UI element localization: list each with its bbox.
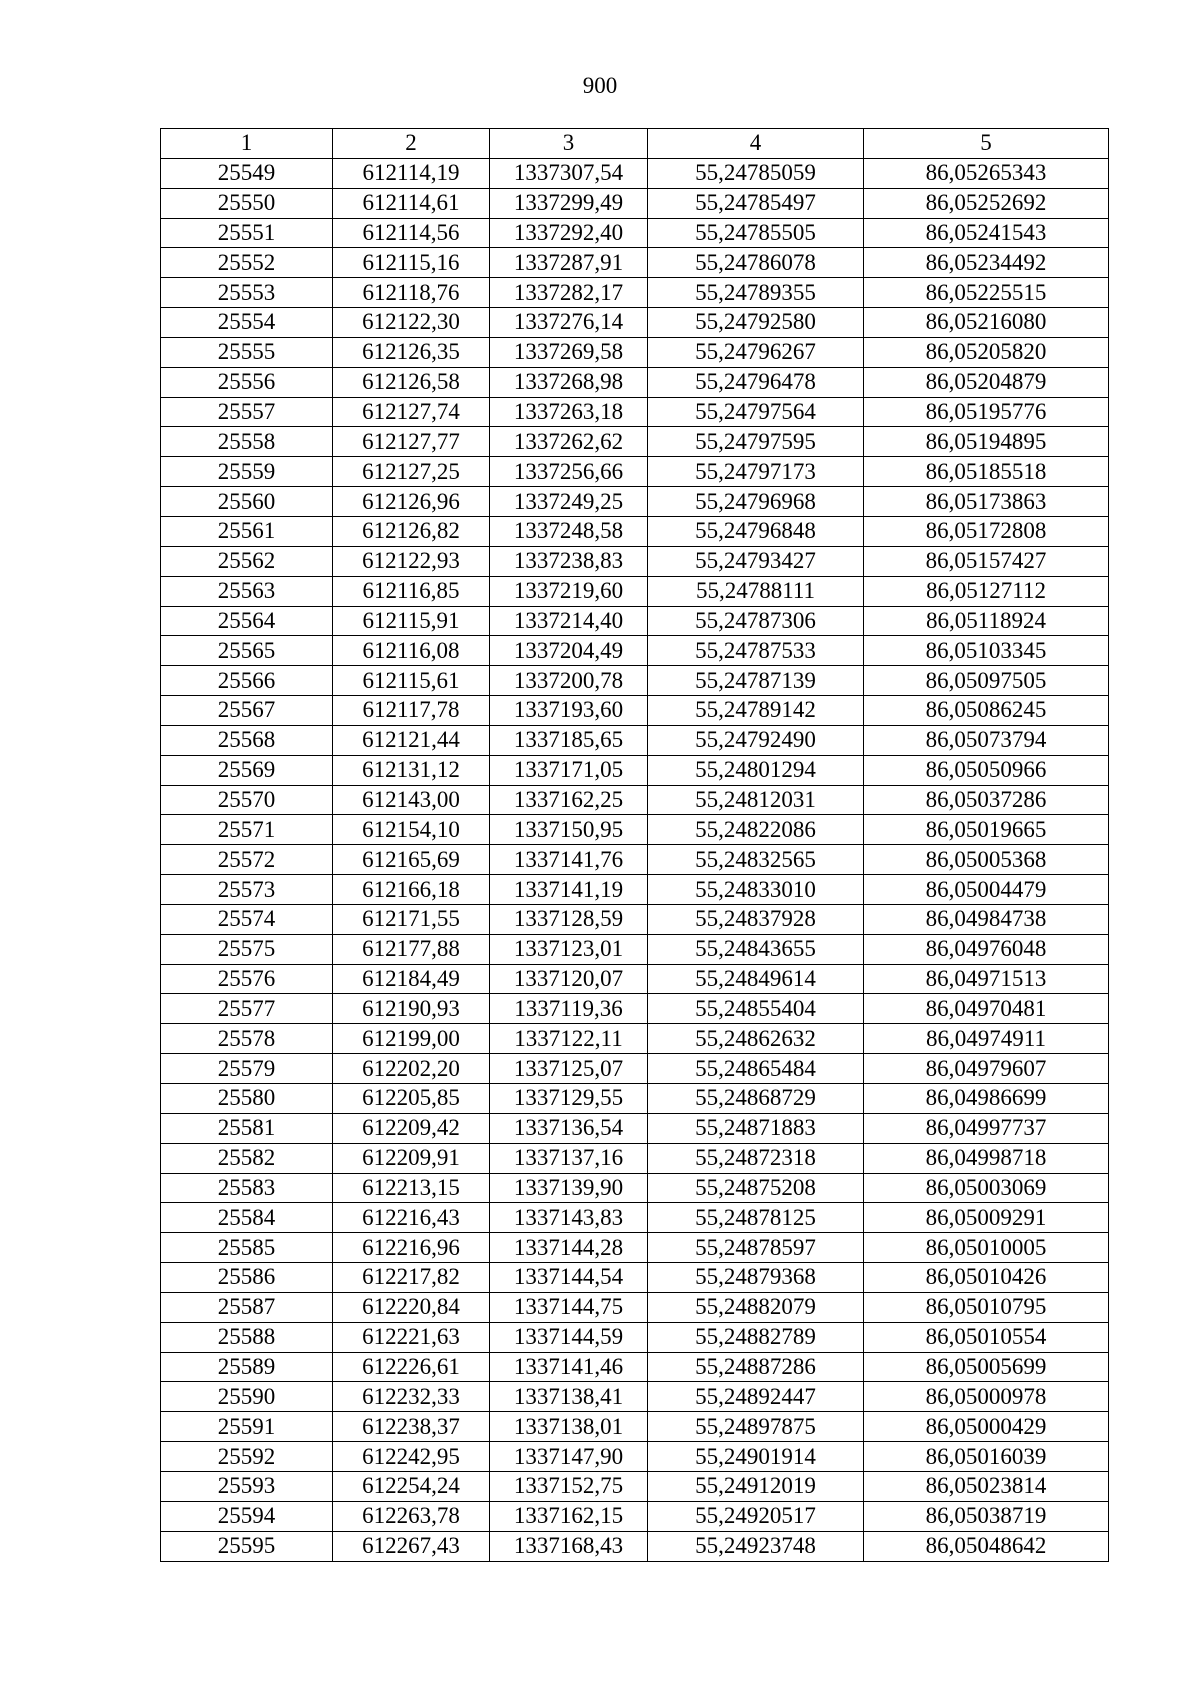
table-row: [161, 1203, 1109, 1233]
table-row: [161, 158, 1109, 188]
point-number-cell: 25585: [161, 1233, 333, 1263]
point-number-cell: 25574: [161, 904, 333, 934]
x-coordinate-cell: 612154,10: [333, 815, 490, 845]
x-coordinate-cell: 612171,55: [333, 904, 490, 934]
latitude-cell: 55,24862632: [648, 1024, 864, 1054]
latitude-cell: 55,24875208: [648, 1173, 864, 1203]
y-coordinate-cell: 1337144,59: [490, 1322, 648, 1352]
latitude-cell: 55,24833010: [648, 875, 864, 905]
longitude-cell: 86,05010426: [864, 1263, 1109, 1293]
x-coordinate-cell: 612267,43: [333, 1531, 490, 1561]
table-row: [161, 188, 1109, 218]
y-coordinate-cell: 1337147,90: [490, 1442, 648, 1472]
x-coordinate-cell: 612117,78: [333, 696, 490, 726]
point-number-cell: 25555: [161, 337, 333, 367]
x-coordinate-cell: 612118,76: [333, 278, 490, 308]
x-coordinate-cell: 612177,88: [333, 934, 490, 964]
longitude-cell: 86,05010795: [864, 1292, 1109, 1322]
point-number-cell: 25578: [161, 1024, 333, 1054]
y-coordinate-cell: 1337144,28: [490, 1233, 648, 1263]
y-coordinate-cell: 1337123,01: [490, 934, 648, 964]
table-row: [161, 1292, 1109, 1322]
x-coordinate-cell: 612216,96: [333, 1233, 490, 1263]
y-coordinate-cell: 1337263,18: [490, 397, 648, 427]
latitude-cell: 55,24882079: [648, 1292, 864, 1322]
point-number-cell: 25568: [161, 725, 333, 755]
x-coordinate-cell: 612121,44: [333, 725, 490, 755]
table-row: [161, 516, 1109, 546]
point-number-cell: 25563: [161, 576, 333, 606]
x-coordinate-cell: 612114,19: [333, 158, 490, 188]
y-coordinate-cell: 1337238,83: [490, 546, 648, 576]
table-row: [161, 218, 1109, 248]
latitude-cell: 55,24878597: [648, 1233, 864, 1263]
point-number-cell: 25560: [161, 487, 333, 517]
longitude-cell: 86,05037286: [864, 785, 1109, 815]
y-coordinate-cell: 1337185,65: [490, 725, 648, 755]
longitude-cell: 86,05205820: [864, 337, 1109, 367]
y-coordinate-cell: 1337219,60: [490, 576, 648, 606]
x-coordinate-cell: 612122,30: [333, 308, 490, 338]
longitude-cell: 86,05005699: [864, 1352, 1109, 1382]
point-number-cell: 25550: [161, 188, 333, 218]
table-row: [161, 1412, 1109, 1442]
x-coordinate-cell: 612114,61: [333, 188, 490, 218]
table-row: [161, 904, 1109, 934]
point-number-cell: 25581: [161, 1113, 333, 1143]
x-coordinate-cell: 612122,93: [333, 546, 490, 576]
y-coordinate-cell: 1337129,55: [490, 1084, 648, 1114]
point-number-cell: 25569: [161, 755, 333, 785]
point-number-cell: 25579: [161, 1054, 333, 1084]
x-coordinate-cell: 612242,95: [333, 1442, 490, 1472]
latitude-cell: 55,24796478: [648, 367, 864, 397]
x-coordinate-cell: 612220,84: [333, 1292, 490, 1322]
point-number-cell: 25573: [161, 875, 333, 905]
longitude-cell: 86,05194895: [864, 427, 1109, 457]
latitude-cell: 55,24887286: [648, 1352, 864, 1382]
x-coordinate-cell: 612213,15: [333, 1173, 490, 1203]
latitude-cell: 55,24901914: [648, 1442, 864, 1472]
table-row: [161, 1382, 1109, 1412]
longitude-cell: 86,05195776: [864, 397, 1109, 427]
y-coordinate-cell: 1337137,16: [490, 1143, 648, 1173]
table-row: [161, 1084, 1109, 1114]
latitude-cell: 55,24785497: [648, 188, 864, 218]
x-coordinate-cell: 612254,24: [333, 1471, 490, 1501]
latitude-cell: 55,24788111: [648, 576, 864, 606]
y-coordinate-cell: 1337128,59: [490, 904, 648, 934]
y-coordinate-cell: 1337162,15: [490, 1501, 648, 1531]
table-row: [161, 457, 1109, 487]
latitude-cell: 55,24787306: [648, 606, 864, 636]
latitude-cell: 55,24789355: [648, 278, 864, 308]
y-coordinate-cell: 1337204,49: [490, 636, 648, 666]
x-coordinate-cell: 612205,85: [333, 1084, 490, 1114]
longitude-cell: 86,05265343: [864, 158, 1109, 188]
point-number-cell: 25565: [161, 636, 333, 666]
y-coordinate-cell: 1337141,46: [490, 1352, 648, 1382]
coordinates-table: [160, 128, 1109, 1562]
table-row: [161, 1322, 1109, 1352]
latitude-cell: 55,24865484: [648, 1054, 864, 1084]
table-body: [161, 158, 1109, 1561]
x-coordinate-cell: 612232,33: [333, 1382, 490, 1412]
longitude-cell: 86,05241543: [864, 218, 1109, 248]
y-coordinate-cell: 1337276,14: [490, 308, 648, 338]
latitude-cell: 55,24812031: [648, 785, 864, 815]
longitude-cell: 86,04997737: [864, 1113, 1109, 1143]
table-row: [161, 1024, 1109, 1054]
y-coordinate-cell: 1337200,78: [490, 666, 648, 696]
point-number-cell: 25571: [161, 815, 333, 845]
table-row: [161, 1531, 1109, 1561]
latitude-cell: 55,24920517: [648, 1501, 864, 1531]
y-coordinate-cell: 1337162,25: [490, 785, 648, 815]
latitude-cell: 55,24797595: [648, 427, 864, 457]
longitude-cell: 86,05009291: [864, 1203, 1109, 1233]
point-number-cell: 25562: [161, 546, 333, 576]
point-number-cell: 25551: [161, 218, 333, 248]
longitude-cell: 86,05157427: [864, 546, 1109, 576]
point-number-cell: 25591: [161, 1412, 333, 1442]
latitude-cell: 55,24923748: [648, 1531, 864, 1561]
longitude-cell: 86,04971513: [864, 964, 1109, 994]
table-row: [161, 606, 1109, 636]
point-number-cell: 25584: [161, 1203, 333, 1233]
latitude-cell: 55,24892447: [648, 1382, 864, 1412]
x-coordinate-cell: 612127,74: [333, 397, 490, 427]
point-number-cell: 25580: [161, 1084, 333, 1114]
latitude-cell: 55,24797173: [648, 457, 864, 487]
latitude-cell: 55,24843655: [648, 934, 864, 964]
table-row: [161, 487, 1109, 517]
x-coordinate-cell: 612126,35: [333, 337, 490, 367]
x-coordinate-cell: 612209,91: [333, 1143, 490, 1173]
point-number-cell: 25575: [161, 934, 333, 964]
longitude-cell: 86,05225515: [864, 278, 1109, 308]
y-coordinate-cell: 1337256,66: [490, 457, 648, 487]
longitude-cell: 86,05005368: [864, 845, 1109, 875]
point-number-cell: 25587: [161, 1292, 333, 1322]
table-row: [161, 815, 1109, 845]
y-coordinate-cell: 1337144,75: [490, 1292, 648, 1322]
table-row: [161, 337, 1109, 367]
x-coordinate-cell: 612166,18: [333, 875, 490, 905]
y-coordinate-cell: 1337193,60: [490, 696, 648, 726]
x-coordinate-cell: 612202,20: [333, 1054, 490, 1084]
y-coordinate-cell: 1337168,43: [490, 1531, 648, 1561]
latitude-cell: 55,24793427: [648, 546, 864, 576]
longitude-cell: 86,05127112: [864, 576, 1109, 606]
longitude-cell: 86,05103345: [864, 636, 1109, 666]
longitude-cell: 86,05185518: [864, 457, 1109, 487]
table-row: [161, 1143, 1109, 1173]
page-number: 900: [582, 73, 618, 98]
longitude-cell: 86,04970481: [864, 994, 1109, 1024]
table-row: [161, 367, 1109, 397]
column-header: 4: [648, 129, 864, 159]
x-coordinate-cell: 612126,58: [333, 367, 490, 397]
point-number-cell: 25583: [161, 1173, 333, 1203]
y-coordinate-cell: 1337292,40: [490, 218, 648, 248]
longitude-cell: 86,05010554: [864, 1322, 1109, 1352]
latitude-cell: 55,24796267: [648, 337, 864, 367]
table-row: [161, 1501, 1109, 1531]
point-number-cell: 25553: [161, 278, 333, 308]
y-coordinate-cell: 1337152,75: [490, 1471, 648, 1501]
longitude-cell: 86,05073794: [864, 725, 1109, 755]
table-row: [161, 427, 1109, 457]
point-number-cell: 25566: [161, 666, 333, 696]
y-coordinate-cell: 1337262,62: [490, 427, 648, 457]
column-header: 1: [161, 129, 333, 159]
x-coordinate-cell: 612217,82: [333, 1263, 490, 1293]
point-number-cell: 25588: [161, 1322, 333, 1352]
point-number-cell: 25582: [161, 1143, 333, 1173]
table-row: [161, 1263, 1109, 1293]
table-row: [161, 278, 1109, 308]
table-row: [161, 1442, 1109, 1472]
point-number-cell: 25586: [161, 1263, 333, 1293]
y-coordinate-cell: 1337138,41: [490, 1382, 648, 1412]
point-number-cell: 25592: [161, 1442, 333, 1472]
longitude-cell: 86,05086245: [864, 696, 1109, 726]
x-coordinate-cell: 612115,61: [333, 666, 490, 696]
x-coordinate-cell: 612209,42: [333, 1113, 490, 1143]
table-row: [161, 1173, 1109, 1203]
column-header: 5: [864, 129, 1109, 159]
table-row: [161, 1113, 1109, 1143]
point-number-cell: 25576: [161, 964, 333, 994]
point-number-cell: 25557: [161, 397, 333, 427]
latitude-cell: 55,24855404: [648, 994, 864, 1024]
table-header-row: [161, 129, 1109, 159]
latitude-cell: 55,24822086: [648, 815, 864, 845]
y-coordinate-cell: 1337125,07: [490, 1054, 648, 1084]
x-coordinate-cell: 612127,25: [333, 457, 490, 487]
longitude-cell: 86,05000978: [864, 1382, 1109, 1412]
x-coordinate-cell: 612199,00: [333, 1024, 490, 1054]
x-coordinate-cell: 612115,91: [333, 606, 490, 636]
latitude-cell: 55,24871883: [648, 1113, 864, 1143]
x-coordinate-cell: 612116,85: [333, 576, 490, 606]
table-row: [161, 576, 1109, 606]
y-coordinate-cell: 1337171,05: [490, 755, 648, 785]
x-coordinate-cell: 612126,96: [333, 487, 490, 517]
longitude-cell: 86,04979607: [864, 1054, 1109, 1084]
latitude-cell: 55,24897875: [648, 1412, 864, 1442]
table-row: [161, 666, 1109, 696]
point-number-cell: 25589: [161, 1352, 333, 1382]
y-coordinate-cell: 1337269,58: [490, 337, 648, 367]
latitude-cell: 55,24797564: [648, 397, 864, 427]
table-row: [161, 725, 1109, 755]
longitude-cell: 86,05016039: [864, 1442, 1109, 1472]
y-coordinate-cell: 1337282,17: [490, 278, 648, 308]
point-number-cell: 25595: [161, 1531, 333, 1561]
x-coordinate-cell: 612131,12: [333, 755, 490, 785]
longitude-cell: 86,05173863: [864, 487, 1109, 517]
latitude-cell: 55,24796968: [648, 487, 864, 517]
x-coordinate-cell: 612114,56: [333, 218, 490, 248]
point-number-cell: 25554: [161, 308, 333, 338]
table-row: [161, 1054, 1109, 1084]
point-number-cell: 25552: [161, 248, 333, 278]
longitude-cell: 86,05216080: [864, 308, 1109, 338]
longitude-cell: 86,05050966: [864, 755, 1109, 785]
x-coordinate-cell: 612190,93: [333, 994, 490, 1024]
x-coordinate-cell: 612165,69: [333, 845, 490, 875]
point-number-cell: 25559: [161, 457, 333, 487]
table-row: [161, 1471, 1109, 1501]
y-coordinate-cell: 1337144,54: [490, 1263, 648, 1293]
y-coordinate-cell: 1337143,83: [490, 1203, 648, 1233]
y-coordinate-cell: 1337307,54: [490, 158, 648, 188]
latitude-cell: 55,24789142: [648, 696, 864, 726]
x-coordinate-cell: 612226,61: [333, 1352, 490, 1382]
longitude-cell: 86,05204879: [864, 367, 1109, 397]
y-coordinate-cell: 1337141,19: [490, 875, 648, 905]
point-number-cell: 25549: [161, 158, 333, 188]
y-coordinate-cell: 1337119,36: [490, 994, 648, 1024]
longitude-cell: 86,05010005: [864, 1233, 1109, 1263]
longitude-cell: 86,05118924: [864, 606, 1109, 636]
table-row: [161, 636, 1109, 666]
longitude-cell: 86,05038719: [864, 1501, 1109, 1531]
point-number-cell: 25567: [161, 696, 333, 726]
latitude-cell: 55,24872318: [648, 1143, 864, 1173]
latitude-cell: 55,24787533: [648, 636, 864, 666]
point-number-cell: 25594: [161, 1501, 333, 1531]
longitude-cell: 86,05019665: [864, 815, 1109, 845]
table-row: [161, 696, 1109, 726]
point-number-cell: 25561: [161, 516, 333, 546]
longitude-cell: 86,05004479: [864, 875, 1109, 905]
point-number-cell: 25572: [161, 845, 333, 875]
latitude-cell: 55,24868729: [648, 1084, 864, 1114]
latitude-cell: 55,24792490: [648, 725, 864, 755]
latitude-cell: 55,24837928: [648, 904, 864, 934]
longitude-cell: 86,05003069: [864, 1173, 1109, 1203]
point-number-cell: 25577: [161, 994, 333, 1024]
latitude-cell: 55,24832565: [648, 845, 864, 875]
point-number-cell: 25564: [161, 606, 333, 636]
longitude-cell: 86,04974911: [864, 1024, 1109, 1054]
table-row: [161, 248, 1109, 278]
latitude-cell: 55,24849614: [648, 964, 864, 994]
y-coordinate-cell: 1337150,95: [490, 815, 648, 845]
x-coordinate-cell: 612115,16: [333, 248, 490, 278]
x-coordinate-cell: 612263,78: [333, 1501, 490, 1531]
y-coordinate-cell: 1337214,40: [490, 606, 648, 636]
y-coordinate-cell: 1337287,91: [490, 248, 648, 278]
column-header: 3: [490, 129, 648, 159]
point-number-cell: 25558: [161, 427, 333, 457]
longitude-cell: 86,05023814: [864, 1471, 1109, 1501]
point-number-cell: 25556: [161, 367, 333, 397]
y-coordinate-cell: 1337120,07: [490, 964, 648, 994]
y-coordinate-cell: 1337249,25: [490, 487, 648, 517]
x-coordinate-cell: 612126,82: [333, 516, 490, 546]
y-coordinate-cell: 1337268,98: [490, 367, 648, 397]
column-header: 2: [333, 129, 490, 159]
point-number-cell: 25570: [161, 785, 333, 815]
longitude-cell: 86,05252692: [864, 188, 1109, 218]
x-coordinate-cell: 612216,43: [333, 1203, 490, 1233]
table-row: [161, 1352, 1109, 1382]
latitude-cell: 55,24796848: [648, 516, 864, 546]
y-coordinate-cell: 1337136,54: [490, 1113, 648, 1143]
latitude-cell: 55,24912019: [648, 1471, 864, 1501]
latitude-cell: 55,24801294: [648, 755, 864, 785]
x-coordinate-cell: 612116,08: [333, 636, 490, 666]
longitude-cell: 86,04986699: [864, 1084, 1109, 1114]
longitude-cell: 86,04976048: [864, 934, 1109, 964]
longitude-cell: 86,05234492: [864, 248, 1109, 278]
x-coordinate-cell: 612143,00: [333, 785, 490, 815]
latitude-cell: 55,24787139: [648, 666, 864, 696]
latitude-cell: 55,24786078: [648, 248, 864, 278]
table-row: [161, 755, 1109, 785]
latitude-cell: 55,24878125: [648, 1203, 864, 1233]
table-row: [161, 964, 1109, 994]
longitude-cell: 86,04998718: [864, 1143, 1109, 1173]
y-coordinate-cell: 1337138,01: [490, 1412, 648, 1442]
table-row: [161, 1233, 1109, 1263]
latitude-cell: 55,24882789: [648, 1322, 864, 1352]
table-row: [161, 845, 1109, 875]
y-coordinate-cell: 1337139,90: [490, 1173, 648, 1203]
longitude-cell: 86,05000429: [864, 1412, 1109, 1442]
table-row: [161, 785, 1109, 815]
x-coordinate-cell: 612221,63: [333, 1322, 490, 1352]
latitude-cell: 55,24785059: [648, 158, 864, 188]
longitude-cell: 86,05048642: [864, 1531, 1109, 1561]
x-coordinate-cell: 612184,49: [333, 964, 490, 994]
point-number-cell: 25590: [161, 1382, 333, 1412]
y-coordinate-cell: 1337141,76: [490, 845, 648, 875]
point-number-cell: 25593: [161, 1471, 333, 1501]
y-coordinate-cell: 1337122,11: [490, 1024, 648, 1054]
table-row: [161, 875, 1109, 905]
table-row: [161, 934, 1109, 964]
x-coordinate-cell: 612238,37: [333, 1412, 490, 1442]
longitude-cell: 86,05097505: [864, 666, 1109, 696]
longitude-cell: 86,05172808: [864, 516, 1109, 546]
table-row: [161, 546, 1109, 576]
latitude-cell: 55,24879368: [648, 1263, 864, 1293]
longitude-cell: 86,04984738: [864, 904, 1109, 934]
table-row: [161, 308, 1109, 338]
table-row: [161, 397, 1109, 427]
latitude-cell: 55,24785505: [648, 218, 864, 248]
y-coordinate-cell: 1337248,58: [490, 516, 648, 546]
x-coordinate-cell: 612127,77: [333, 427, 490, 457]
y-coordinate-cell: 1337299,49: [490, 188, 648, 218]
table-row: [161, 994, 1109, 1024]
latitude-cell: 55,24792580: [648, 308, 864, 338]
